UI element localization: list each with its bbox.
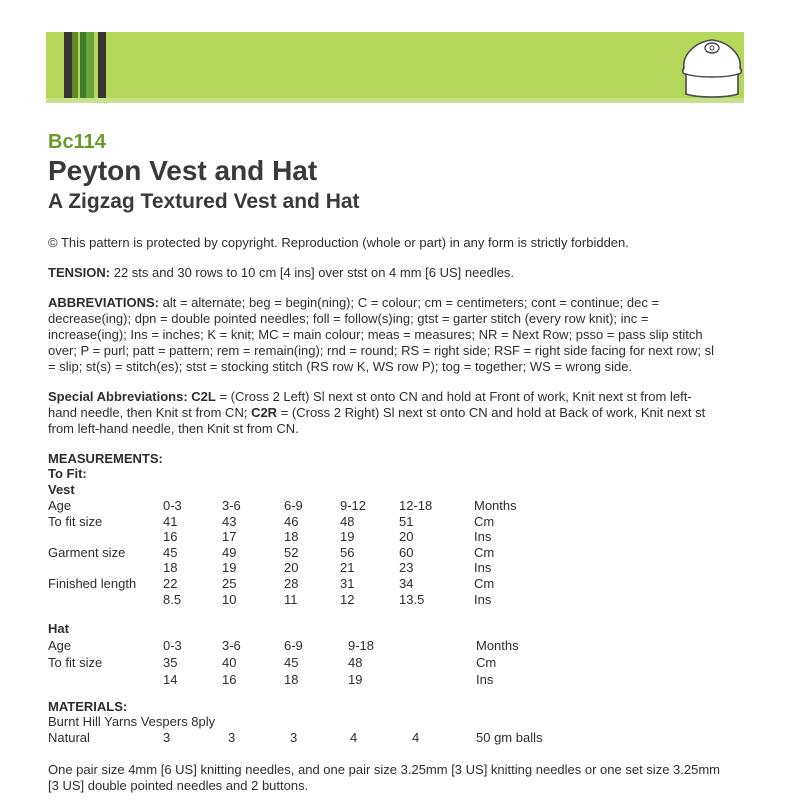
- table-cell: 0-3: [163, 498, 182, 513]
- unit-cell: Ins: [474, 560, 492, 576]
- c2r-definition-cont: from left-hand needle, then Knit st from CN.: [48, 421, 299, 436]
- table-cell: 21: [340, 560, 355, 576]
- table-cell: 18: [284, 529, 299, 545]
- table-cell: 9-12: [340, 498, 367, 513]
- c2l-term: C2L: [191, 389, 216, 404]
- unit-cell: Ins: [474, 529, 492, 545]
- page-title: Peyton Vest and Hat: [48, 155, 318, 186]
- table-cell: 56: [340, 544, 355, 560]
- unit-cell: Cm: [474, 544, 495, 560]
- table-cell: 6-9: [284, 498, 303, 513]
- needles-line: One pair size 4mm [6 US] knitting needles, and one pair size 3.25mm [3 US] knitting needles or one set size 3.25mm: [48, 762, 721, 777]
- table-cell: 45: [163, 544, 178, 560]
- table-cell: 31: [340, 576, 355, 591]
- table-cell: 19: [348, 672, 363, 687]
- unit-cell: Cm: [474, 576, 495, 591]
- table-cell: 16: [163, 529, 178, 545]
- unit-cell: Ins: [476, 672, 494, 687]
- vest-heading: Vest: [48, 482, 75, 497]
- header-banner: [46, 32, 744, 98]
- needles-paragraph: [48, 762, 748, 794]
- table-cell: 14: [163, 672, 178, 687]
- abbreviations-line: = slip; st(s) = stitch(es); stst = stocking stitch (RS row K, WS row P); tog = together; WS = wrong side.: [48, 359, 633, 374]
- table-cell: 49: [222, 544, 237, 560]
- table-cell: 16: [222, 672, 237, 687]
- table-cell: 18: [163, 560, 178, 576]
- measurements-heading: MEASUREMENTS:: [48, 451, 163, 466]
- unit-cell: Months: [474, 498, 517, 513]
- table-cell: 3: [290, 730, 298, 745]
- banner-stripe: [86, 32, 94, 98]
- needles-line: [3 US] double pointed needles and 2 buttons.: [48, 778, 309, 793]
- table-cell: 35: [163, 655, 178, 670]
- table-cell: 19: [222, 560, 237, 576]
- row-label: Finished length: [48, 576, 137, 591]
- unit-cell: Cm: [476, 655, 497, 670]
- table-cell: 28: [284, 576, 299, 591]
- table-cell: 11: [284, 591, 298, 607]
- table-cell: 51: [399, 513, 414, 529]
- table-cell: 17: [222, 529, 237, 545]
- unit-cell: 50 gm balls: [476, 730, 543, 745]
- table-cell: 4: [412, 730, 420, 745]
- hat-icon: [676, 28, 748, 100]
- table-cell: 3: [163, 730, 171, 745]
- unit-cell: Ins: [474, 591, 492, 607]
- table-cell: 43: [222, 513, 237, 529]
- banner-stripe: [72, 32, 78, 98]
- c2r-definition: = (Cross 2 Right) Sl next st onto CN and hold at Back of work, Knit next st: [277, 405, 706, 420]
- table-cell: 0-3: [163, 638, 182, 653]
- tension-paragraph: [48, 265, 748, 281]
- table-cell: 13.5: [399, 591, 425, 607]
- table-cell: 8.5: [163, 591, 182, 607]
- row-label: Garment size: [48, 544, 126, 560]
- table-cell: 18: [284, 672, 299, 687]
- row-label: Age: [48, 498, 72, 513]
- yarn-name: Burnt Hill Yarns Vespers 8ply: [48, 714, 216, 729]
- abbreviations-label: ABBREVIATIONS:: [48, 295, 159, 310]
- table-cell: 4: [350, 730, 358, 745]
- banner-stripe: [98, 32, 106, 98]
- tension-label: TENSION:: [48, 265, 111, 280]
- abbreviations-paragraph: [48, 295, 748, 375]
- row-label: To fit size: [48, 513, 103, 529]
- table-cell: 9-18: [348, 638, 375, 653]
- tension-text: 22 sts and 30 rows to 10 cm [4 ins] over stst on 4 mm [6 US] needles.: [110, 265, 515, 280]
- table-cell: 6-9: [284, 638, 303, 653]
- c2r-term: C2R: [251, 405, 278, 420]
- unit-cell: Cm: [474, 513, 495, 529]
- table-cell: 45: [284, 655, 299, 670]
- abbreviations-line: over; P = purl; patt = pattern; rem = remain(ing); rnd = round; RS = right side; RSF = right side facing for next row; sl: [48, 343, 714, 358]
- c2l-definition-cont: hand needle, then Knit st from CN;: [48, 405, 252, 420]
- table-cell: 3: [228, 730, 236, 745]
- table-cell: 60: [399, 544, 414, 560]
- page-subtitle: A Zigzag Textured Vest and Hat: [48, 190, 360, 213]
- to-fit-heading: To Fit:: [48, 466, 87, 481]
- table-cell: 10: [222, 591, 237, 607]
- row-label: To fit size: [48, 655, 103, 670]
- table-cell: 20: [284, 560, 299, 576]
- materials-heading: MATERIALS:: [48, 699, 128, 714]
- abbreviations-line: decrease(ing); dpn = double pointed needles; foll = follow(s)ing; gtst = garter stitch (every row knit); inc =: [48, 311, 649, 326]
- special-label: Special Abbreviations:: [48, 389, 188, 404]
- special-abbreviations-paragraph: [48, 389, 748, 437]
- table-cell: 52: [284, 544, 299, 560]
- table-cell: 3-6: [222, 498, 241, 513]
- table-cell: 46: [284, 513, 299, 529]
- abbreviations-line: increase(ing); Ins = inches; K = knit; MC = main colour; meas = measures; NR = Next Row; psso = pass slip stitch: [48, 327, 703, 342]
- table-cell: 12-18: [399, 498, 433, 513]
- copyright-notice: © This pattern is protected by copyright. Reproduction (whole or part) in any form is strictly forbidden.: [48, 235, 629, 250]
- table-cell: 48: [340, 513, 355, 529]
- table-cell: 41: [163, 513, 178, 529]
- pattern-code: Bc114: [48, 131, 106, 153]
- table-cell: 23: [399, 560, 414, 576]
- banner-rule: [46, 98, 744, 103]
- table-cell: 22: [163, 576, 178, 591]
- table-cell: 25: [222, 576, 237, 591]
- row-label: Age: [48, 638, 72, 653]
- table-cell: 12: [340, 591, 355, 607]
- table-cell: 40: [222, 655, 237, 670]
- abbreviations-line: alt = alternate; beg = begin(ning); C = colour; cm = centimeters; cont = continue; dec =: [158, 295, 660, 310]
- hat-heading: Hat: [48, 621, 69, 636]
- table-cell: 48: [348, 655, 363, 670]
- row-label: Natural: [48, 730, 90, 745]
- table-cell: 34: [399, 576, 414, 591]
- unit-cell: Months: [476, 638, 519, 653]
- banner-stripe: [64, 32, 72, 98]
- c2l-definition: = (Cross 2 Left) Sl next st onto CN and hold at Front of work, Knit next st from left-: [215, 389, 692, 404]
- table-cell: 3-6: [222, 638, 241, 653]
- table-cell: 20: [399, 529, 414, 545]
- table-cell: 19: [340, 529, 355, 545]
